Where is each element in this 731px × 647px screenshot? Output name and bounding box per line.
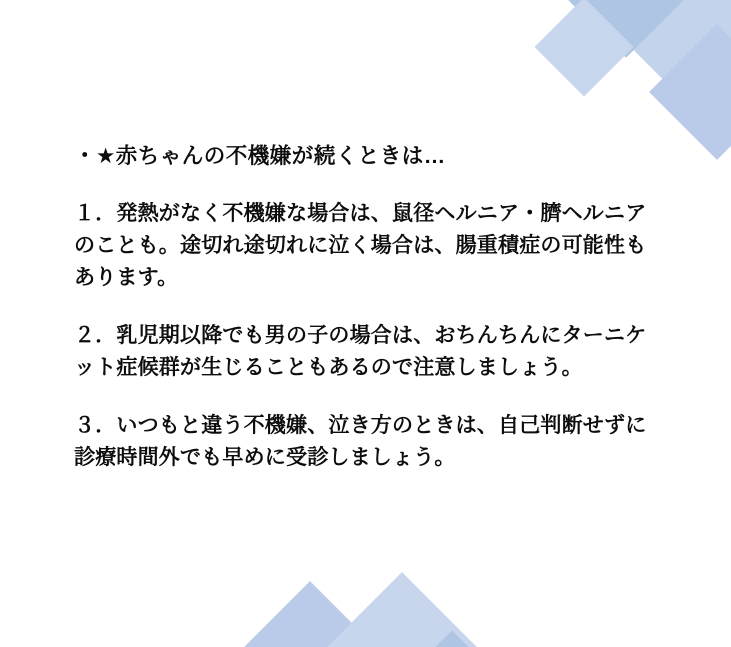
decor-square-1 [609,0,731,108]
decor-square-3 [535,0,634,96]
decor-square-7 [409,631,494,647]
body-paragraph-1: １．発熱がなく不機嫌な場合は、鼠径ヘルニア・臍ヘルニアのことも。途切れ途切れに泣く場合は、腸重積症の可能性もあります。 [74,202,647,290]
decor-square-2 [565,0,687,58]
slide-heading: ・★赤ちゃんの不機嫌が続くときは… [74,144,446,168]
top-right-decoration [537,0,731,148]
decor-square-6 [317,572,487,647]
slide-content [74,140,664,474]
body-paragraph-3: ３．いつもと違う不機嫌、泣き方のときは、自己判断せずに診療時間外でも早めに受診しましょう。 [74,413,647,469]
body-paragraph-2: ２．乳児期以降でも男の子の場合は、おちんちんにターニケット症候群が生じることもあるので注意しましょう。 [74,323,647,379]
bottom-center-decoration [246,577,496,647]
decor-square-5 [242,581,378,647]
